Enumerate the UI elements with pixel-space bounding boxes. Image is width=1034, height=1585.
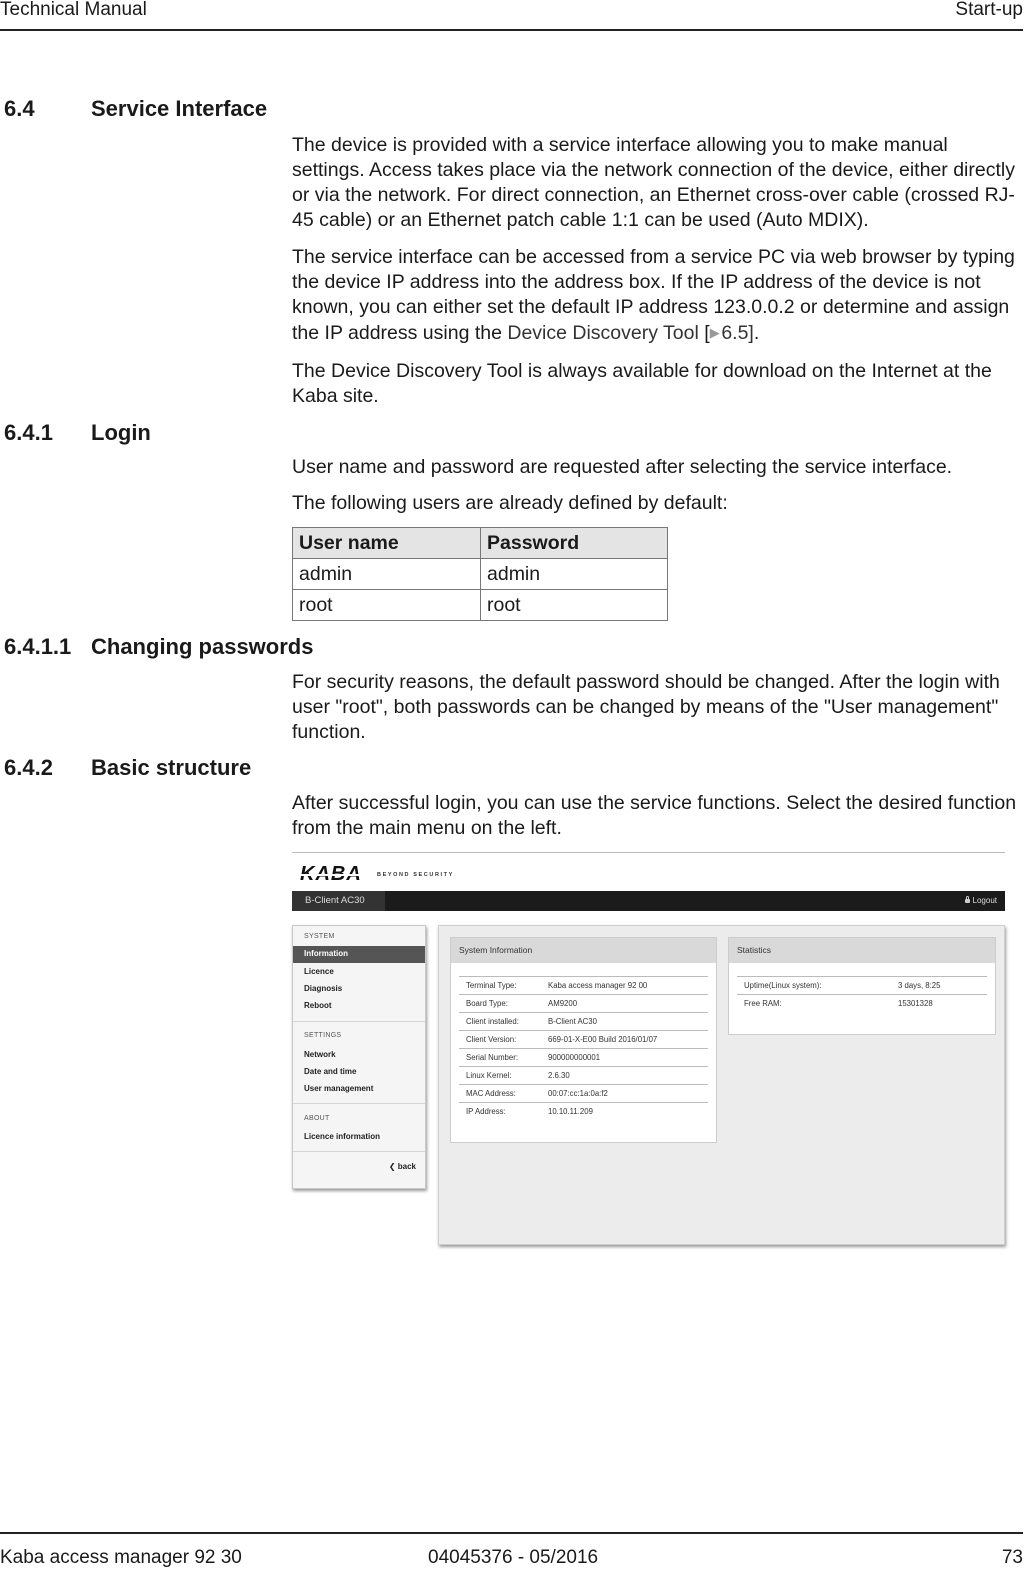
main-menu	[292, 925, 426, 1189]
table-cell: root	[481, 590, 668, 621]
menu-section-about: ABOUT	[304, 1115, 330, 1122]
back-label: back	[397, 1162, 416, 1171]
footer-left: Kaba access manager 92 30	[0, 1547, 242, 1568]
menu-item-diagnosis[interactable]: Diagnosis	[304, 984, 343, 993]
stat-row: Uptime(Linux system): 3 days, 8:25	[737, 976, 987, 995]
section-title: Changing passwords	[91, 634, 314, 659]
top-navbar	[292, 891, 1005, 911]
lock-icon	[965, 899, 970, 903]
card-title: Statistics	[729, 938, 995, 963]
menu-item-network[interactable]: Network	[304, 1050, 336, 1059]
section-number: 6.4.2	[4, 755, 53, 780]
paragraph: The Device Discovery Tool is always available for download on the Internet at the Kaba site.	[292, 360, 992, 407]
section-title: Login	[91, 420, 151, 445]
menu-item-information[interactable]: Information	[293, 946, 425, 963]
footer-center: 04045376 - 05/2016	[428, 1547, 599, 1568]
info-row: Client Version: 669-01-X-E00 Build 2016/01/07	[459, 1030, 708, 1049]
menu-item-licence-information[interactable]: Licence information	[304, 1132, 381, 1141]
client-tab[interactable]: B-Client AC30	[292, 891, 385, 911]
paragraph	[292, 245, 1024, 346]
info-row: Terminal Type: Kaba access manager 92 00	[459, 976, 708, 995]
back-button[interactable]	[389, 1162, 416, 1171]
system-information-card	[450, 937, 717, 1143]
kaba-logo: KABA	[300, 863, 362, 885]
table-row	[293, 559, 668, 590]
section-title: Service Interface	[91, 96, 268, 121]
menu-section-settings: SETTINGS	[304, 1032, 342, 1039]
menu-item-reboot[interactable]: Reboot	[304, 1001, 332, 1010]
footer-rule	[0, 1532, 1023, 1534]
menu-divider	[293, 1151, 425, 1152]
info-row: MAC Address: 00:07:cc:1a:0a:f2	[459, 1084, 708, 1103]
paragraph: After successful login, you can use the service functions. Select the desired function from the main menu on the left.	[292, 792, 1017, 839]
menu-item-user-management[interactable]: User management	[304, 1084, 374, 1093]
table-cell: root	[293, 590, 481, 621]
table-row	[293, 590, 668, 621]
logout-button[interactable]	[965, 891, 997, 911]
menu-item-licence[interactable]: Licence	[304, 967, 334, 976]
section-number: 6.4	[4, 96, 35, 121]
column-header-user-name: User name	[293, 528, 481, 559]
section-number: 6.4.1	[4, 420, 53, 445]
table-cell: admin	[293, 559, 481, 590]
card-title: System Information	[451, 938, 716, 963]
device-discovery-link[interactable]: Device Discovery Tool	[507, 322, 699, 344]
header-left: Technical Manual	[0, 0, 147, 20]
menu-item-date-and-time[interactable]: Date and time	[304, 1067, 357, 1076]
chevron-left-icon: ❮	[388, 1162, 396, 1171]
menu-divider	[293, 1021, 425, 1022]
header-rule	[0, 29, 1023, 31]
reference-open: [	[704, 322, 710, 344]
info-row: Client installed: B-Client AC30	[459, 1012, 708, 1031]
menu-section-system: SYSTEM	[304, 933, 335, 940]
paragraph: The following users are already defined by default:	[292, 492, 728, 514]
stat-row: Free RAM: 15301328	[737, 994, 987, 1013]
menu-divider	[293, 1103, 425, 1104]
page-number: 73	[1001, 1547, 1023, 1568]
paragraph-end: .	[753, 322, 760, 344]
info-row: Linux Kernel: 2.6.30	[459, 1066, 708, 1085]
section-title: Basic structure	[91, 755, 252, 780]
header-right: Start-up	[955, 0, 1023, 20]
section-number: 6.4.1.1	[4, 634, 72, 659]
info-row: Serial Number: 900000000001	[459, 1048, 708, 1067]
table-header-row	[293, 528, 668, 559]
default-users-table	[292, 527, 668, 621]
paragraph: For security reasons, the default password should be changed. After the login with user "root", both passwords can be changed by means of the "User management" function.	[292, 671, 1000, 743]
paragraph-text: The service interface can be accessed from a service PC via web browser by typing the device IP address into the address box. If the IP address of the device is not known, you can either set the default IP address 123.0.0.2 or determine and assign the IP address using the	[292, 246, 1015, 344]
paragraph: The device is provided with a service interface allowing you to make manual settings. Access takes place via the network connection of the device, either directly or via the network. For direct connection, an Ethernet cross-over cable (crossed RJ-45 cable) or an Ethernet patch cable 1:1 can be used (Auto MDIX).	[292, 134, 1015, 231]
divider	[292, 852, 1005, 853]
section-reference-link[interactable]: 6.5]	[721, 322, 754, 344]
logout-label: Logout	[972, 896, 997, 905]
logo-tagline: BEYOND SECURITY	[377, 872, 454, 878]
content-panel	[438, 925, 1005, 1245]
service-interface-screenshot	[292, 852, 1005, 1248]
info-row: Board Type: AM9200	[459, 994, 708, 1013]
ref-arrow-icon: ▶	[709, 325, 720, 340]
table-cell: admin	[481, 559, 668, 590]
statistics-card	[728, 937, 996, 1035]
info-row: IP Address: 10.10.11.209	[459, 1102, 708, 1121]
column-header-password: Password	[481, 528, 668, 559]
paragraph: User name and password are requested after selecting the service interface.	[292, 456, 953, 478]
